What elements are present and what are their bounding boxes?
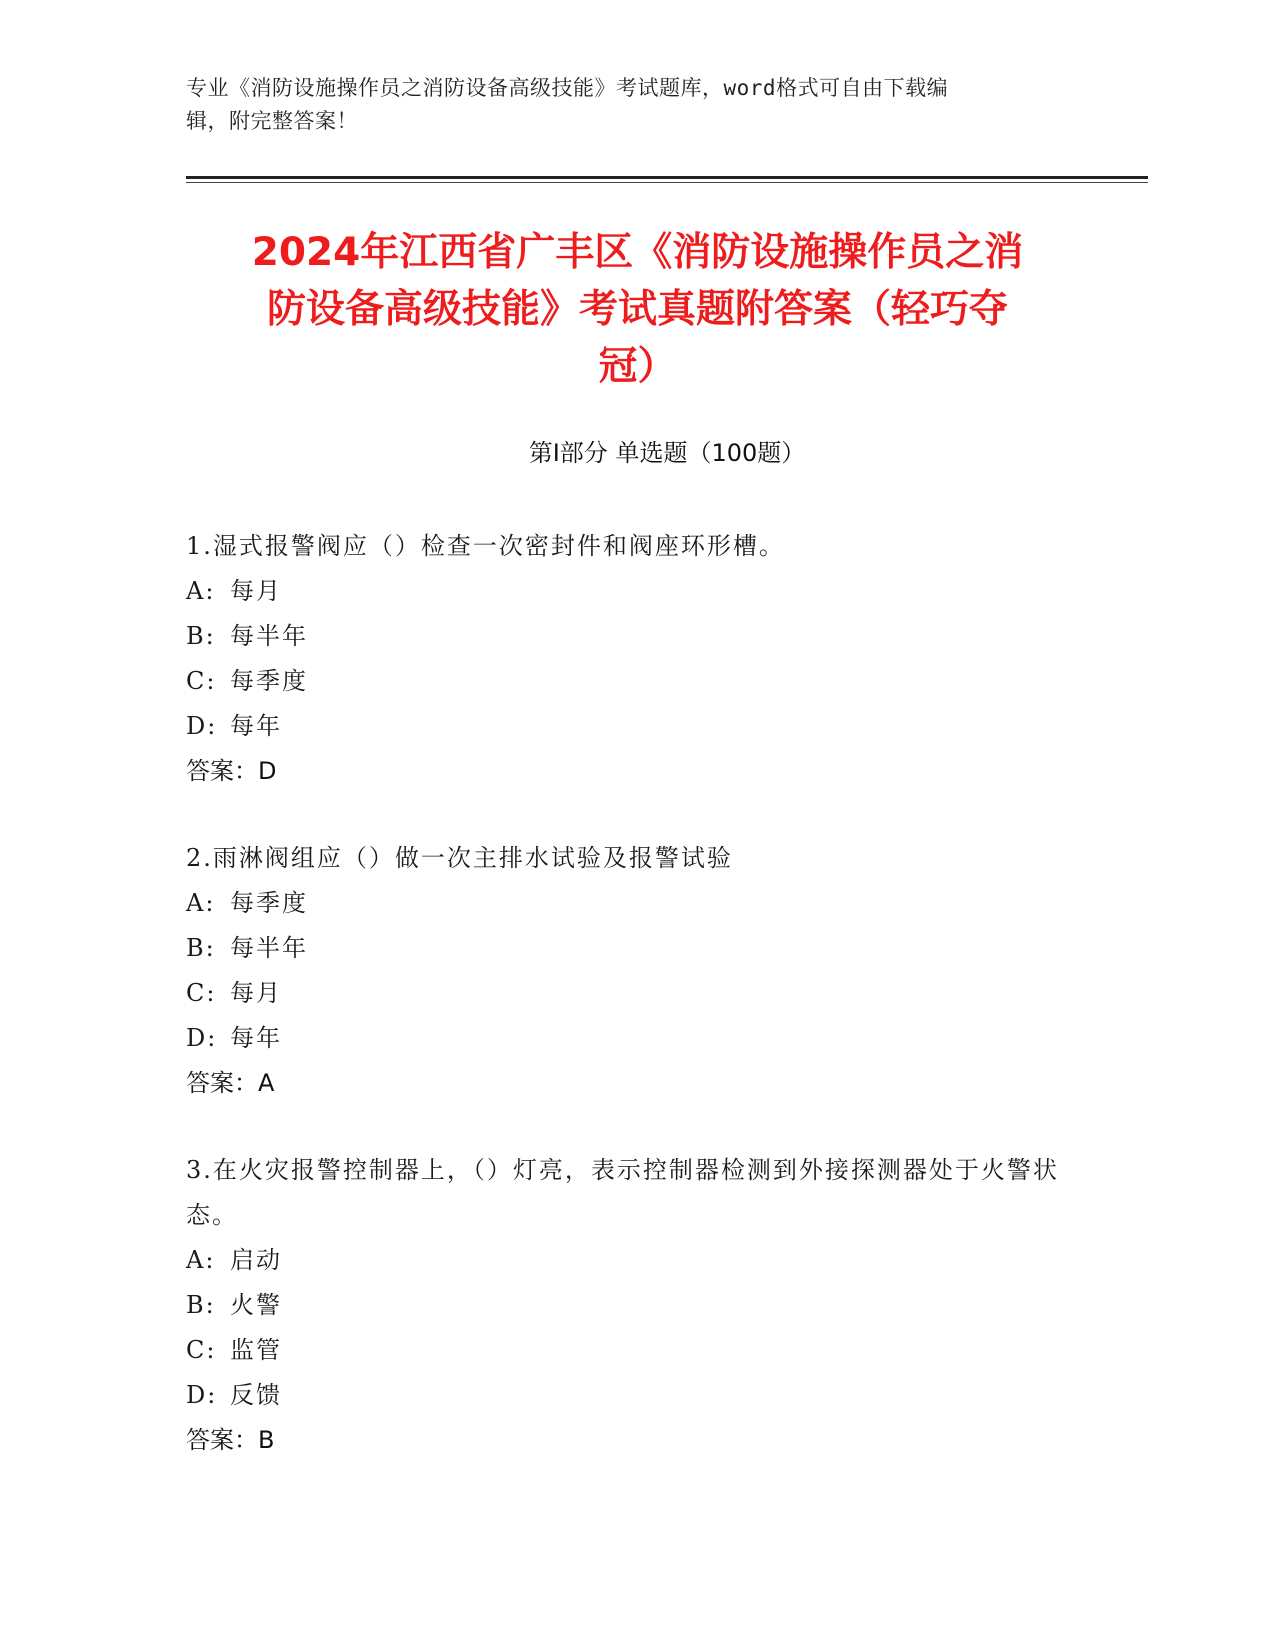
question-3 [186, 1148, 1086, 1463]
option-d [186, 1373, 1086, 1418]
answer-line: 答案：A [186, 1069, 275, 1097]
document-title [160, 224, 1115, 395]
question-stem: 3.在火灾报警控制器上，（）灯亮，表示控制器检测到外接探测器处于火警状态。 [186, 1156, 1059, 1229]
question-stem: 1.湿式报警阀应（）检查一次密封件和阀座环形槽。 [186, 532, 785, 560]
option-text: 每半年 [230, 934, 308, 962]
option-text: 每月 [230, 577, 282, 605]
option-letter: B: [186, 934, 216, 962]
question-2 [186, 836, 1086, 1106]
option-letter: D: [186, 712, 218, 740]
document-title-line-3: 冠） [598, 344, 677, 389]
option-letter: C: [186, 979, 217, 1007]
header-note [186, 72, 1086, 138]
option-text: 每半年 [230, 622, 308, 650]
option-d [186, 704, 1086, 749]
option-d [186, 1016, 1086, 1061]
option-text: 每年 [230, 712, 282, 740]
header-note-line-1: 专业《消防设施操作员之消防设备高级技能》考试题库，word格式可自由下载编 [186, 76, 949, 100]
header-rule-thin [186, 182, 1148, 183]
option-letter: C: [186, 1336, 217, 1364]
option-text: 每季度 [230, 889, 308, 917]
option-b [186, 614, 1086, 659]
option-text: 火警 [230, 1291, 282, 1319]
option-a [186, 569, 1086, 614]
option-b [186, 926, 1086, 971]
question-list [186, 524, 1086, 1505]
option-letter: D: [186, 1381, 218, 1409]
option-a [186, 881, 1086, 926]
question-stem: 2.雨淋阀组应（）做一次主排水试验及报警试验 [186, 844, 733, 872]
option-c [186, 971, 1086, 1016]
option-text: 启动 [230, 1246, 282, 1274]
option-letter: A: [186, 1246, 216, 1274]
option-text: 每月 [230, 979, 282, 1007]
section-heading: 第Ⅰ部分 单选题（100题） [528, 439, 806, 467]
document-title-line-2: 防设备高级技能》考试真题附答案（轻巧夺 [266, 287, 1008, 332]
option-letter: A: [186, 577, 216, 605]
option-letter: A: [186, 889, 216, 917]
option-c [186, 659, 1086, 704]
option-c [186, 1328, 1086, 1373]
option-letter: C: [186, 667, 217, 695]
option-letter: B: [186, 622, 216, 650]
option-b [186, 1283, 1086, 1328]
option-a [186, 1238, 1086, 1283]
document-title-line-1: 2024年江西省广丰区《消防设施操作员之消 [251, 230, 1024, 275]
option-text: 每年 [230, 1024, 282, 1052]
question-1 [186, 524, 1086, 794]
option-letter: D: [186, 1024, 218, 1052]
option-letter: B: [186, 1291, 216, 1319]
header-rule-thick [186, 176, 1148, 179]
option-text: 反馈 [230, 1381, 282, 1409]
answer-line: 答案：D [186, 757, 277, 785]
option-text: 每季度 [230, 667, 308, 695]
option-text: 监管 [230, 1336, 282, 1364]
answer-line: 答案：B [186, 1426, 275, 1454]
header-note-line-2: 辑，附完整答案！ [186, 109, 358, 133]
